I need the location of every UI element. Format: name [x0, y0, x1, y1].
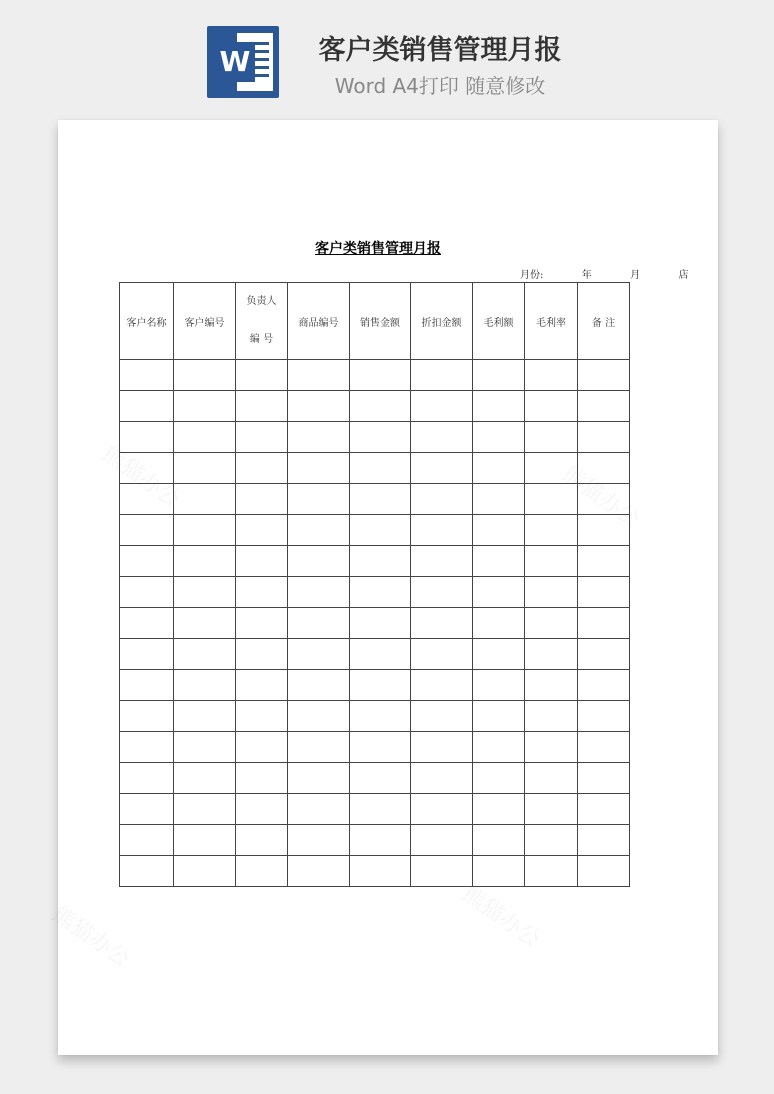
table-cell[interactable] — [174, 701, 236, 732]
report-table — [119, 282, 630, 887]
table-cell[interactable] — [350, 453, 411, 484]
table-cell[interactable] — [120, 546, 174, 577]
table-cell[interactable] — [236, 701, 288, 732]
table-cell[interactable] — [174, 360, 236, 391]
table-cell[interactable] — [578, 453, 630, 484]
table-cell[interactable] — [120, 360, 174, 391]
table-cell[interactable] — [350, 794, 411, 825]
column-header: 毛利率 — [525, 283, 578, 360]
table-row — [120, 484, 630, 515]
word-icon — [207, 26, 279, 98]
column-header: 客户名称 — [120, 283, 174, 360]
table-cell[interactable] — [288, 856, 350, 887]
table-cell[interactable] — [120, 515, 174, 546]
table-cell[interactable] — [120, 577, 174, 608]
table-cell[interactable] — [350, 360, 411, 391]
table-cell[interactable] — [236, 453, 288, 484]
table-cell[interactable] — [411, 453, 473, 484]
table-cell[interactable] — [174, 825, 236, 856]
table-cell[interactable] — [473, 732, 525, 763]
table-cell[interactable] — [288, 577, 350, 608]
table-cell[interactable] — [236, 422, 288, 453]
table-cell[interactable] — [174, 732, 236, 763]
table-cell[interactable] — [578, 639, 630, 670]
table-cell[interactable] — [288, 453, 350, 484]
table-cell[interactable] — [525, 515, 578, 546]
table-cell[interactable] — [411, 825, 473, 856]
table-cell[interactable] — [120, 701, 174, 732]
table-cell[interactable] — [174, 608, 236, 639]
table-cell[interactable] — [174, 856, 236, 887]
table-cell[interactable] — [578, 577, 630, 608]
word-icon-letter: W — [215, 42, 255, 82]
table-cell[interactable] — [411, 422, 473, 453]
table-cell[interactable] — [120, 639, 174, 670]
table-cell[interactable] — [473, 856, 525, 887]
table-cell[interactable] — [120, 670, 174, 701]
table-cell[interactable] — [411, 577, 473, 608]
table-cell[interactable] — [525, 577, 578, 608]
table-cell[interactable] — [288, 763, 350, 794]
table-row — [120, 546, 630, 577]
table-cell[interactable] — [288, 825, 350, 856]
table-cell[interactable] — [578, 856, 630, 887]
header-title: 客户类销售管理月报 — [318, 35, 562, 66]
table-cell[interactable] — [288, 515, 350, 546]
table-cell[interactable] — [350, 732, 411, 763]
table-cell[interactable] — [350, 639, 411, 670]
table-cell[interactable] — [288, 484, 350, 515]
table-row — [120, 360, 630, 391]
table-cell[interactable] — [120, 794, 174, 825]
table-cell[interactable] — [525, 825, 578, 856]
table-cell[interactable] — [411, 391, 473, 422]
table-cell[interactable] — [350, 763, 411, 794]
table-cell[interactable] — [525, 608, 578, 639]
table-cell[interactable] — [120, 856, 174, 887]
table-row — [120, 639, 630, 670]
table-cell[interactable] — [288, 391, 350, 422]
table-cell[interactable] — [578, 670, 630, 701]
table-cell[interactable] — [473, 608, 525, 639]
table-cell[interactable] — [411, 763, 473, 794]
table-cell[interactable] — [350, 515, 411, 546]
table-row — [120, 856, 630, 887]
table-cell[interactable] — [350, 422, 411, 453]
document-page — [58, 120, 718, 1055]
table-cell[interactable] — [288, 794, 350, 825]
table-cell[interactable] — [236, 577, 288, 608]
table-cell[interactable] — [578, 763, 630, 794]
table-cell[interactable] — [236, 546, 288, 577]
table-cell[interactable] — [288, 701, 350, 732]
table-cell[interactable] — [525, 701, 578, 732]
document-title: 客户类销售管理月报 — [315, 241, 441, 257]
table-cell[interactable] — [350, 608, 411, 639]
watermark — [457, 878, 547, 954]
table-cell[interactable] — [288, 670, 350, 701]
table-row — [120, 391, 630, 422]
table-cell[interactable] — [525, 670, 578, 701]
table-cell[interactable] — [525, 484, 578, 515]
table-cell[interactable] — [473, 794, 525, 825]
column-header: 负责人 编 号 — [236, 283, 288, 360]
table-row — [120, 794, 630, 825]
table-cell[interactable] — [288, 422, 350, 453]
table-cell[interactable] — [525, 794, 578, 825]
table-cell[interactable] — [236, 639, 288, 670]
table-cell[interactable] — [525, 453, 578, 484]
month-line: 月份: 年 月 店 — [520, 270, 689, 281]
table-cell[interactable] — [350, 856, 411, 887]
header — [0, 0, 774, 110]
table-cell[interactable] — [350, 391, 411, 422]
table-cell[interactable] — [120, 391, 174, 422]
table-cell[interactable] — [120, 732, 174, 763]
table-cell[interactable] — [473, 360, 525, 391]
table-cell[interactable] — [174, 453, 236, 484]
table-cell[interactable] — [473, 825, 525, 856]
table-cell[interactable] — [236, 763, 288, 794]
table-cell[interactable] — [174, 546, 236, 577]
table-cell[interactable] — [525, 422, 578, 453]
table-cell[interactable] — [236, 391, 288, 422]
table-cell[interactable] — [473, 484, 525, 515]
watermark — [47, 898, 137, 974]
table-cell[interactable] — [473, 639, 525, 670]
table-cell[interactable] — [236, 670, 288, 701]
header-subtitle: Word A4打印 随意修改 — [334, 74, 546, 98]
table-body — [120, 360, 630, 887]
column-header: 商品编号 — [288, 283, 350, 360]
table-row — [120, 732, 630, 763]
table-cell[interactable] — [578, 360, 630, 391]
table-cell[interactable] — [525, 763, 578, 794]
table-cell[interactable] — [578, 732, 630, 763]
table-cell[interactable] — [120, 608, 174, 639]
table-cell[interactable] — [411, 732, 473, 763]
table-cell[interactable] — [473, 453, 525, 484]
table-cell[interactable] — [473, 763, 525, 794]
table-cell[interactable] — [578, 515, 630, 546]
table-cell[interactable] — [578, 794, 630, 825]
table-cell[interactable] — [174, 484, 236, 515]
table-cell[interactable] — [174, 639, 236, 670]
table-cell[interactable] — [411, 670, 473, 701]
table-cell[interactable] — [120, 825, 174, 856]
table-cell[interactable] — [174, 763, 236, 794]
table-header-row — [120, 283, 630, 360]
table-cell[interactable] — [236, 515, 288, 546]
table-cell[interactable] — [525, 546, 578, 577]
table-cell[interactable] — [174, 794, 236, 825]
table-cell[interactable] — [525, 391, 578, 422]
table-cell[interactable] — [350, 484, 411, 515]
table-cell[interactable] — [578, 391, 630, 422]
table-cell[interactable] — [473, 391, 525, 422]
table-cell[interactable] — [288, 639, 350, 670]
table-cell[interactable] — [578, 825, 630, 856]
table-cell[interactable] — [174, 515, 236, 546]
table-cell[interactable] — [350, 670, 411, 701]
table-cell[interactable] — [174, 670, 236, 701]
table-cell[interactable] — [411, 608, 473, 639]
table-cell[interactable] — [411, 701, 473, 732]
table-cell[interactable] — [411, 639, 473, 670]
table-cell[interactable] — [174, 577, 236, 608]
table-cell[interactable] — [120, 484, 174, 515]
table-row — [120, 701, 630, 732]
table-cell[interactable] — [473, 515, 525, 546]
table-cell[interactable] — [411, 515, 473, 546]
table-cell[interactable] — [525, 639, 578, 670]
table-row — [120, 453, 630, 484]
table-cell[interactable] — [174, 391, 236, 422]
table-cell[interactable] — [525, 732, 578, 763]
column-header: 客户编号 — [174, 283, 236, 360]
table-row — [120, 577, 630, 608]
table-cell[interactable] — [578, 422, 630, 453]
table-cell[interactable] — [525, 856, 578, 887]
table-row — [120, 825, 630, 856]
table-cell[interactable] — [350, 546, 411, 577]
table-cell[interactable] — [236, 608, 288, 639]
table-cell[interactable] — [120, 422, 174, 453]
column-header: 折扣金额 — [411, 283, 473, 360]
table-row — [120, 422, 630, 453]
table-row — [120, 670, 630, 701]
table-cell[interactable] — [120, 763, 174, 794]
table-cell[interactable] — [411, 856, 473, 887]
table-cell[interactable] — [174, 422, 236, 453]
table-cell[interactable] — [411, 360, 473, 391]
table-cell[interactable] — [236, 732, 288, 763]
table-cell[interactable] — [473, 546, 525, 577]
table-cell[interactable] — [350, 825, 411, 856]
table-cell[interactable] — [288, 608, 350, 639]
table-cell[interactable] — [411, 794, 473, 825]
table-cell[interactable] — [236, 360, 288, 391]
table-cell[interactable] — [411, 546, 473, 577]
table-cell[interactable] — [473, 577, 525, 608]
table-row — [120, 763, 630, 794]
table-cell[interactable] — [288, 732, 350, 763]
table-cell[interactable] — [350, 577, 411, 608]
table-cell[interactable] — [236, 825, 288, 856]
table-cell[interactable] — [236, 484, 288, 515]
table-cell[interactable] — [578, 484, 630, 515]
table-cell[interactable] — [236, 856, 288, 887]
table-row — [120, 515, 630, 546]
table-cell[interactable] — [288, 546, 350, 577]
column-header: 销售金额 — [350, 283, 411, 360]
table-cell[interactable] — [473, 670, 525, 701]
column-header: 毛利额 — [473, 283, 525, 360]
table-cell[interactable] — [288, 360, 350, 391]
table-row — [120, 608, 630, 639]
table-cell[interactable] — [525, 360, 578, 391]
table-cell[interactable] — [411, 484, 473, 515]
table-cell[interactable] — [236, 794, 288, 825]
table-cell[interactable] — [578, 546, 630, 577]
table-cell[interactable] — [350, 701, 411, 732]
table-cell[interactable] — [578, 701, 630, 732]
table-cell[interactable] — [473, 701, 525, 732]
table-cell[interactable] — [120, 453, 174, 484]
table-cell[interactable] — [578, 608, 630, 639]
column-header: 备 注 — [578, 283, 630, 360]
table-cell[interactable] — [473, 422, 525, 453]
